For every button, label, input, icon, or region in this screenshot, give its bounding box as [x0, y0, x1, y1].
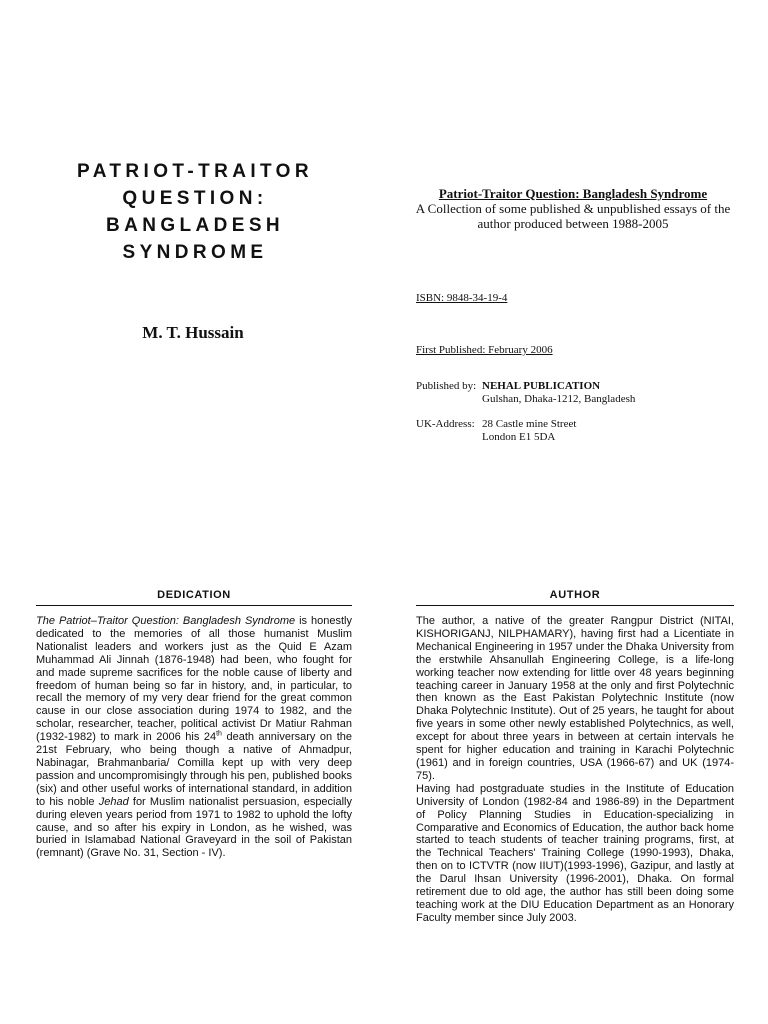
- publisher-details: [482, 380, 635, 406]
- uk-address-label: UK-Address:: [416, 418, 475, 430]
- first-published: First Published: February 2006: [416, 344, 553, 356]
- author-text: [416, 615, 734, 925]
- dedication-book-ref: The Patriot–Traitor Question: Bangladesh Syndrome: [36, 615, 296, 627]
- book-cover-title: [40, 158, 350, 266]
- title-line-2: QUESTION:: [122, 188, 268, 209]
- book-info-header: [414, 186, 732, 231]
- uk-address-details: [482, 418, 576, 444]
- publisher-row: [416, 380, 635, 406]
- author-heading: AUTHOR: [549, 589, 601, 601]
- author-paragraph-1: The author, a native of the greater Rangpur District (NITAI, KISHORIGANJ, NILPHAMARY), having first had a Licentiate in Mechanical Engineering in 1957 under the Dhaka University from the erstwhile Ahsanullah Engineering College, is a life-long working teacher now extending for little over 48 years beginning teaching career in January 1958 at the only and first Polytechnic then known as the East Pakistan Polytechnic Institute (now Dhaka Polytechnic Institute). Out of 25 years, he taught for about five years in some other newly established Polytechnics, as well, except for about three years in between at certain intervals he spent for higher education and training in Karachi Polytechnic (1961) and in foreign countries, USA (1966-67) and UK (1974-75).: [416, 615, 734, 782]
- title-line-1: PATRIOT-TRAITOR: [77, 161, 313, 182]
- publisher-address: Gulshan, Dhaka-1212, Bangladesh: [482, 393, 636, 405]
- title-line-3: BANGLADESH: [105, 215, 285, 236]
- published-by-label: Published by:: [416, 380, 477, 392]
- publisher-name: NEHAL PUBLICATION: [482, 380, 601, 392]
- title-line-4: SYNDROME: [122, 242, 268, 263]
- dedication-jehad: Jehad: [98, 795, 129, 808]
- dedication-rule: [36, 605, 352, 606]
- book-title-link: Patriot-Traitor Question: Bangladesh Syndrome: [438, 186, 708, 201]
- isbn: ISBN: 9848-34-19-4: [416, 292, 508, 304]
- uk-address-row: [416, 418, 576, 444]
- dedication-heading: DEDICATION: [157, 589, 231, 601]
- uk-address-line2: London E1 5DA: [482, 431, 556, 443]
- dedication-text-b: death anniversary on the 21st February, who being though a native of Ahmadpur, Nabinagar, Brahmanbaria/ Comilla kept up with very deep passion and uncompromisingly through his pen, published books (six) and other useful works of international standard, in addition to his noble: [36, 731, 352, 808]
- dedication-text: [36, 615, 352, 860]
- dedication-text-a: is honestly dedicated to the memories of all those humanist Muslim Nationalist leaders and workers just as the Quid E Azam Muhammad Ali Jinnah (1876-1948) had been, who fought for and made supreme sacrifices for the noble cause of liberty and freedom of human being so far in history, and, in particular, to recall the memory of my very dear friend for the great common cause in our close association during 1974 to 1982, and the scholar, researcher, teacher, political activist Dr Matiur Rahman (1932-1982) to mark in 2006 his 24: [36, 615, 353, 744]
- author-name: M. T. Hussain: [142, 323, 244, 342]
- book-subtitle: A Collection of some published & unpublished essays of the author produced between 1988-2005: [415, 201, 731, 231]
- author-rule: [416, 605, 734, 606]
- dedication-superscript: th: [216, 730, 222, 738]
- uk-address-line1: 28 Castle mine Street: [482, 418, 577, 430]
- dedication-text-c: for Muslim nationalist persuasion, especially during eleven years period from 1971 to 1982 to uphold the lofty cause, and so after his expiry in London, as he wished, was buried in Islamabad National Graveyard in the soil of Pakistan (remnant) (Grave No. 31, Section - IV).: [36, 795, 353, 860]
- author-paragraph-2: Having had postgraduate studies in the Institute of Education University of London (1982-84 and 1986-89) in the Department of Policy Planning Studies in Education-specializing in Comparative and Economics of Education, the author back home started to teach students of teacher training programs, first, at the Technical Teachers' Training College (1990-1993), Dhaka, then on to ICTVTR (now IIUT)(1993-1996), Gazipur, and lastly at the Darul Ihsan University (1996-2001), Dhaka. On formal retirement due to old age, the author has still been doing some teaching work at the DIU Education Department as an Honorary Faculty member since July 2003.: [416, 782, 734, 924]
